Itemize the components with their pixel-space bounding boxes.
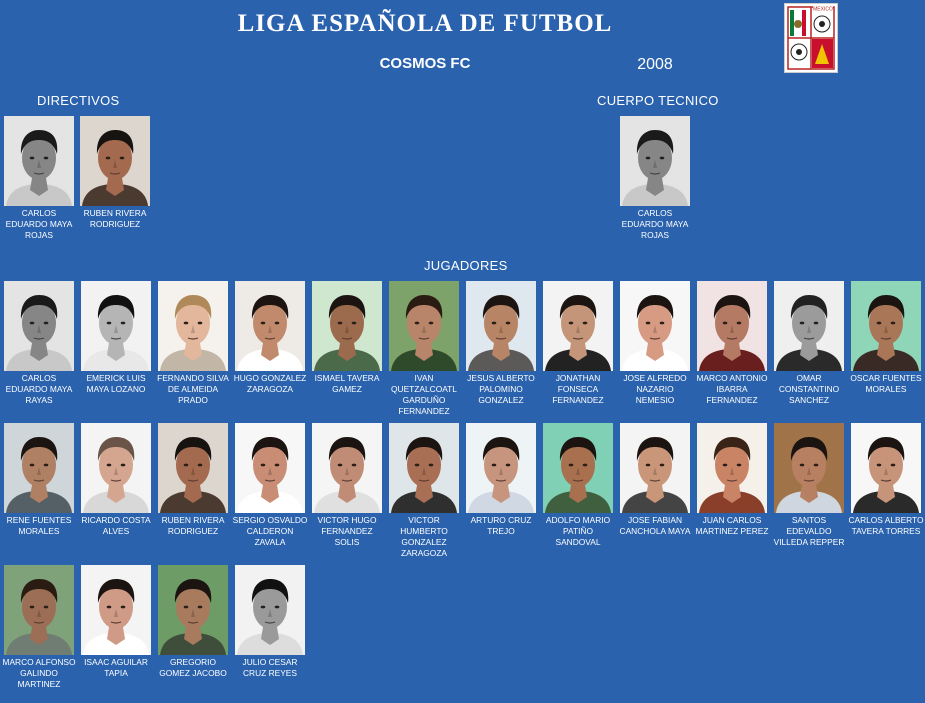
jugador-card xyxy=(4,565,74,690)
season-year: 2008 xyxy=(637,56,673,73)
portrait-photo xyxy=(4,565,74,655)
portrait-photo xyxy=(774,423,844,513)
portrait-photo xyxy=(620,116,690,206)
crest-text: MEXICO xyxy=(813,6,833,13)
person-name: SANTOS EDEVALDO VILLEDA REPPER xyxy=(773,515,845,547)
person-name: RUBEN RIVERA RODRIGUEZ xyxy=(161,515,225,536)
jugador-card xyxy=(620,281,690,406)
portrait-photo xyxy=(312,281,382,371)
portrait-photo xyxy=(697,423,767,513)
person-name: ISMAEL TAVERA GAMEZ xyxy=(314,373,380,394)
jugador-card xyxy=(774,281,844,406)
jugador-card xyxy=(389,281,459,417)
jugador-card xyxy=(158,281,228,406)
section-jugadores: JUGADORES xyxy=(424,258,508,273)
portrait-photo xyxy=(697,281,767,371)
person-name: JULIO CESAR CRUZ REYES xyxy=(242,657,298,678)
person-name: ADOLFO MARIO PATIÑO SANDOVAL xyxy=(545,515,611,547)
portrait-photo xyxy=(543,423,613,513)
person-name: CARLOS EDUARDO MAYA ROJAS xyxy=(621,208,689,240)
jugador-card xyxy=(4,423,74,537)
portrait-photo xyxy=(543,281,613,371)
person-name: FERNANDO SILVA DE ALMEIDA PRADO xyxy=(157,373,229,405)
portrait-photo xyxy=(158,565,228,655)
person-name: CARLOS EDUARDO MAYA ROJAS xyxy=(5,208,73,240)
person-name: SERGIO OSVALDO CALDERON ZAVALA xyxy=(232,515,308,547)
portrait-photo xyxy=(81,281,151,371)
jugador-card xyxy=(158,565,228,679)
section-cuerpo-tecnico: CUERPO TECNICO xyxy=(597,93,719,108)
jugador-card xyxy=(774,423,844,548)
jugador-card xyxy=(312,423,382,548)
jugador-card xyxy=(81,423,151,537)
jugador-card xyxy=(232,423,308,548)
jugador-card xyxy=(4,281,74,406)
jugador-card xyxy=(466,281,536,406)
portrait-photo xyxy=(851,423,921,513)
portrait-photo xyxy=(158,423,228,513)
jugador-card xyxy=(389,423,459,559)
cuerpo-tecnico-card xyxy=(620,116,690,241)
jugador-card xyxy=(466,423,536,537)
jugador-card xyxy=(235,281,305,395)
person-name: ISAAC AGUILAR TAPIA xyxy=(84,657,148,678)
team-name: COSMOS FC xyxy=(379,55,471,72)
person-name: JOSE ALFREDO NAZARIO NEMESIO xyxy=(623,373,687,405)
portrait-photo xyxy=(312,423,382,513)
person-name: ARTURO CRUZ TREJO xyxy=(470,515,532,536)
directivo-card xyxy=(4,116,74,241)
person-name: HUGO GONZALEZ ZARAGOZA xyxy=(233,373,307,394)
jugador-card xyxy=(81,565,151,679)
person-name: OSCAR FUENTES MORALES xyxy=(850,373,922,394)
person-name: RENE FUENTES MORALES xyxy=(6,515,72,536)
league-title: LIGA ESPAÑOLA DE FUTBOL xyxy=(237,10,613,37)
portrait-photo xyxy=(4,281,74,371)
person-name: RICARDO COSTA ALVES xyxy=(81,515,151,536)
portrait-photo xyxy=(466,281,536,371)
person-name: RUBEN RIVERA RODRIGUEZ xyxy=(83,208,147,229)
jugador-card xyxy=(620,423,690,537)
person-name: VICTOR HUMBERTO GONZALEZ ZARAGOZA xyxy=(400,515,448,558)
portrait-photo xyxy=(81,565,151,655)
portrait-photo xyxy=(466,423,536,513)
person-name: CARLOS ALBERTO TAVERA TORRES xyxy=(848,515,924,536)
portrait-photo xyxy=(851,281,921,371)
jugador-card xyxy=(697,281,767,406)
portrait-photo xyxy=(158,281,228,371)
person-name: JOSE FABIAN CANCHOLA MAYA xyxy=(619,515,691,536)
portrait-photo xyxy=(389,281,459,371)
person-name: MARCO ANTONIO IBARRA FERNANDEZ xyxy=(696,373,768,405)
person-name: JUAN CARLOS MARTINEZ PEREZ xyxy=(695,515,769,536)
portrait-photo xyxy=(620,423,690,513)
jugador-card xyxy=(235,565,305,679)
team-crest-icon xyxy=(784,3,838,73)
jugador-card xyxy=(158,423,228,537)
jugador-card xyxy=(848,423,924,537)
jugador-card xyxy=(543,281,613,406)
person-name: CARLOS EDUARDO MAYA RAYAS xyxy=(5,373,73,405)
person-name: JESUS ALBERTO PALOMINO GONZALEZ xyxy=(467,373,535,405)
person-name: OMAR CONSTANTINO SANCHEZ xyxy=(778,373,840,405)
person-name: MARCO ALFONSO GALINDO MARTINEZ xyxy=(2,657,76,689)
jugador-card xyxy=(697,423,767,537)
jugador-card xyxy=(81,281,151,395)
jugador-card xyxy=(543,423,613,548)
portrait-photo xyxy=(389,423,459,513)
portrait-photo xyxy=(4,116,74,206)
portrait-photo xyxy=(235,423,305,513)
portrait-photo xyxy=(235,565,305,655)
person-name: VICTOR HUGO FERNANDEZ SOLIS xyxy=(317,515,377,547)
portrait-photo xyxy=(81,423,151,513)
directivo-card xyxy=(80,116,150,230)
portrait-photo xyxy=(80,116,150,206)
portrait-photo xyxy=(235,281,305,371)
person-name: GREGORIO GOMEZ JACOBO xyxy=(159,657,227,678)
person-name: IVAN QUETZALCOATL GARDUÑO FERNANDEZ xyxy=(391,373,457,416)
person-name: EMERICK LUIS MAYA LOZANO xyxy=(86,373,146,394)
jugador-card xyxy=(851,281,921,395)
portrait-photo xyxy=(774,281,844,371)
portrait-photo xyxy=(4,423,74,513)
jugador-card xyxy=(312,281,382,395)
portrait-photo xyxy=(620,281,690,371)
person-name: JONATHAN FONSECA FERNANDEZ xyxy=(552,373,604,405)
section-directivos: DIRECTIVOS xyxy=(37,93,120,108)
